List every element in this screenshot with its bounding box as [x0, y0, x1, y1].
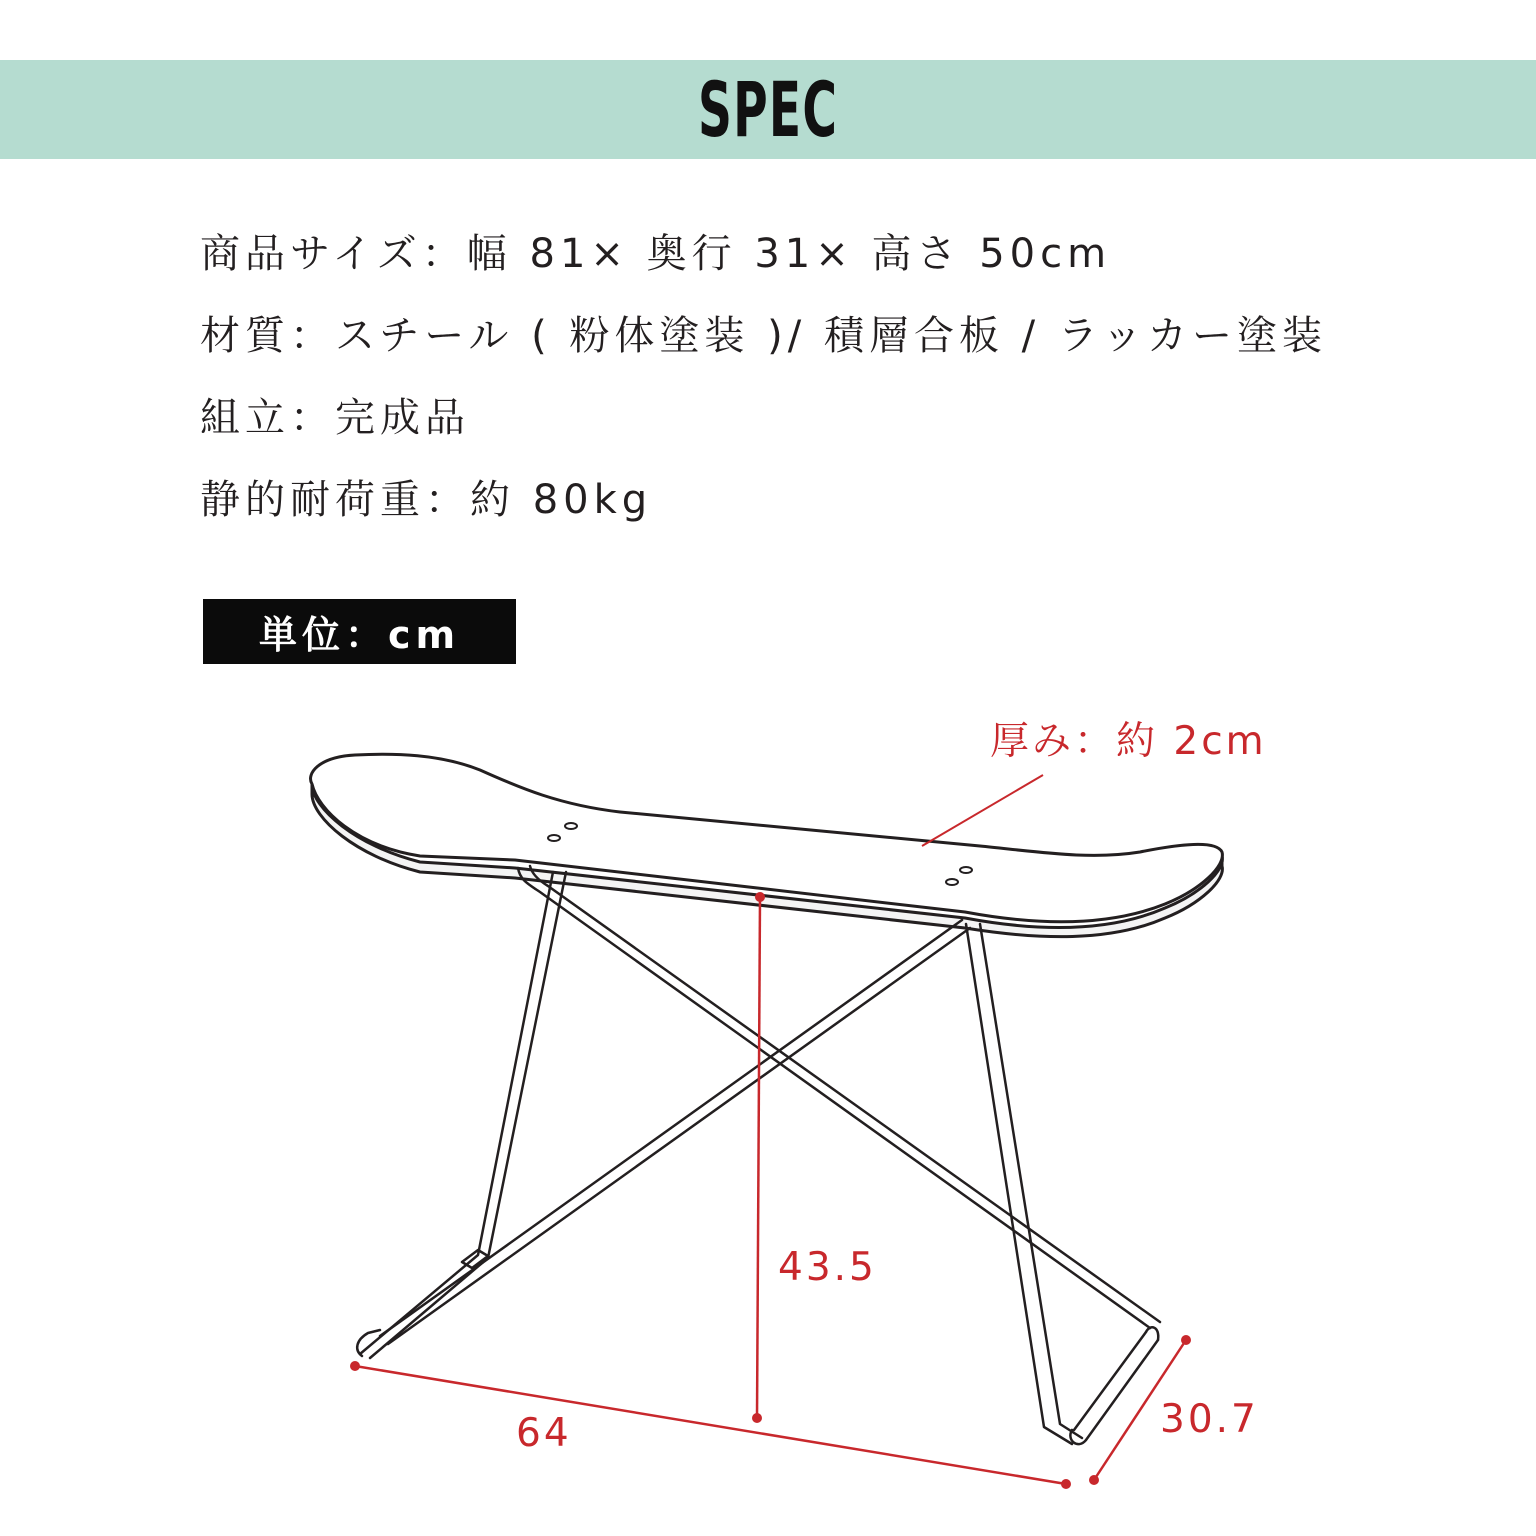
unit-badge: 単位：cm: [203, 599, 516, 664]
bolt-hole: [548, 835, 560, 841]
spec-size: 商品サイズ：幅 81× 奥行 31× 高さ 50cm: [200, 231, 1112, 277]
bolt-hole: [565, 823, 577, 829]
depth-dimension-endpoint: [1089, 1475, 1099, 1485]
banner-title: SPEC: [697, 64, 839, 154]
height-dimension-line: [757, 897, 760, 1418]
width-label: 64: [516, 1411, 572, 1456]
bolt-hole: [960, 867, 972, 873]
spec-assembly: 組立：完成品: [200, 395, 470, 441]
leg-front-left: [370, 872, 566, 1358]
leg-front-right: [966, 924, 1072, 1444]
depth-label: 30.7: [1160, 1397, 1259, 1442]
width-dimension-line: [355, 1366, 1066, 1484]
height-dimension-endpoint: [755, 892, 765, 902]
thickness-leader: [922, 775, 1043, 846]
bolt-hole: [946, 879, 958, 885]
width-dimension-endpoint: [1061, 1479, 1071, 1489]
spec-load: 静的耐荷重：約 80kg: [200, 477, 653, 523]
leg-front-right: [980, 924, 1082, 1438]
spec-material: 材質：スチール ( 粉体塗装 )/ 積層合板 / ラッカー塗装: [200, 313, 1328, 359]
foot-right-bar: [1086, 1340, 1158, 1440]
foot-right-cap: [1146, 1327, 1158, 1340]
height-dimension-endpoint: [752, 1413, 762, 1423]
depth-dimension-endpoint: [1181, 1335, 1191, 1345]
thickness-label: 厚み：約 2cm: [990, 719, 1267, 764]
skateboard-deck: [311, 754, 1223, 936]
height-label: 43.5: [778, 1245, 877, 1290]
width-dimension-endpoint: [350, 1361, 360, 1371]
